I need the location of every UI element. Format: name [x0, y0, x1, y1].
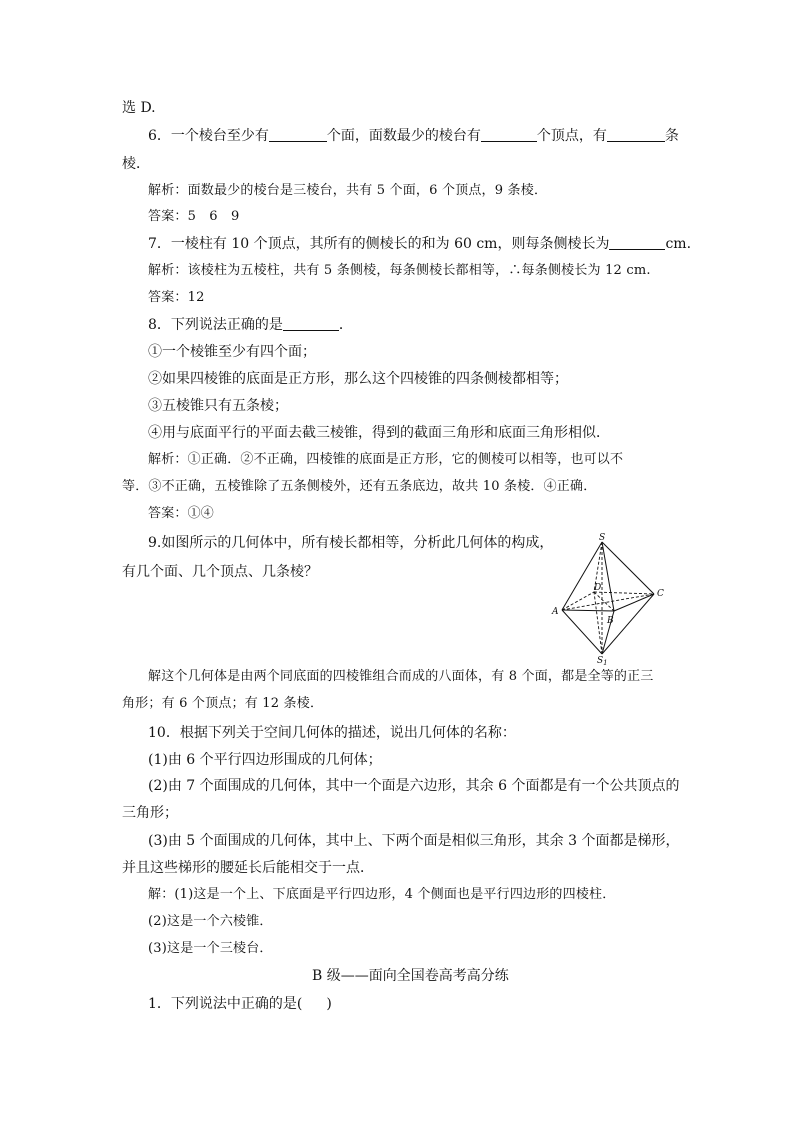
b1-text-2: ) — [326, 996, 332, 1012]
answer-8-analysis-1: 解析：①正确．②不正确，四棱锥的底面是正方形，它的侧棱可以相等，也可以不 — [148, 452, 624, 467]
question-6 — [148, 127, 679, 145]
q8-text-1: 8．下列说法正确的是 — [148, 317, 283, 333]
answer-6-analysis: 解析：面数最少的棱台是三棱台，共有 5 个面，6 个顶点，9 条棱． — [148, 183, 548, 198]
label-c: C — [657, 589, 664, 599]
q7-text-1: 7．一棱柱有 10 个顶点，其所有的侧棱长的和为 60 cm，则每条侧棱长为 — [148, 236, 610, 252]
q6-blank-3 — [607, 127, 665, 142]
answer-7-analysis: 解析：该棱柱为五棱柱，共有 5 条侧棱，每条侧棱长都相等，∴每条侧棱长为 12 cm. — [148, 263, 651, 278]
b1-text-1: 1．下列说法中正确的是( — [148, 996, 303, 1012]
section-b-heading: B 级——面向全国卷高考高分练 — [312, 968, 509, 984]
question-7 — [148, 235, 691, 253]
q6-text-4: 条 — [664, 128, 679, 144]
q8-option-4: ④用与底面平行的平面去截三棱锥，得到的截面三角形和底面三角形相似． — [148, 425, 610, 441]
label-d: D — [594, 583, 602, 593]
q7-blank — [609, 235, 665, 250]
answer-8-result: 答案：①④ — [148, 506, 215, 521]
q6-blank-2 — [481, 127, 537, 142]
answer-9-line-2: 角形；有 6 个顶点；有 12 条棱． — [122, 696, 324, 711]
answer-10-part-3: (3)这是一个三棱台． — [148, 941, 273, 956]
q10-item-3-line-2: 并且这些梯形的腰延长后能相交于一点． — [122, 860, 374, 876]
octahedron-figure — [546, 532, 672, 670]
question-b1 — [148, 995, 332, 1013]
q6-continuation: 棱． — [122, 156, 150, 172]
label-s1 — [597, 656, 608, 667]
q6-text-2: 个面，面数最少的棱台有 — [326, 128, 481, 144]
q8-option-1: ①一个棱锥至少有四个面； — [148, 344, 316, 360]
edge-a-b — [562, 610, 614, 611]
question-8 — [148, 316, 353, 334]
q7-text-2: cm. — [665, 236, 692, 252]
q10-item-1: (1)由 6 个平行四边形围成的几何体； — [148, 752, 382, 768]
q8-option-3: ③五棱锥只有五条棱； — [148, 398, 288, 414]
label-s: S — [599, 533, 606, 543]
q8-text-2: ． — [338, 317, 353, 333]
label-s1-main: S — [597, 656, 604, 666]
q8-blank — [283, 316, 339, 331]
answer-10-part-2: (2)这是一个六棱锥． — [148, 914, 273, 929]
q8-option-2: ②如果四棱锥的底面是正方形，那么这个四棱锥的四条侧棱都相等； — [148, 371, 568, 387]
q10-item-3-line-1: (3)由 5 个面围成的几何体，其中上、下两个面是相似三角形，其余 3 个面都是梯形， — [148, 833, 680, 849]
label-b: B — [607, 616, 614, 626]
edge-s1-a — [562, 610, 602, 654]
line-xuan-d: 选 D. — [122, 100, 156, 116]
question-9-line-1: 9.如图所示的几何体中，所有棱长都相等，分析此几何体的构成， — [148, 535, 554, 551]
label-s1-sub: 1 — [603, 659, 608, 667]
q6-text-1: 6．一个棱台至少有 — [148, 128, 269, 144]
answer-6-result: 答案：5 6 9 — [148, 209, 240, 224]
q10-item-2-line-2: 三角形； — [122, 805, 178, 821]
edge-s-a — [562, 542, 602, 610]
edge-b-c — [614, 594, 654, 611]
hidden-edge-d-c — [594, 592, 654, 594]
answer-10-part-1: 解：(1)这是一个上、下底面是平行四边形，4 个侧面也是平行四边形的四棱柱． — [148, 887, 616, 902]
question-9-line-2: 有几个面、几个顶点、几条棱？ — [122, 564, 318, 580]
hidden-edge-s1-d — [594, 592, 602, 654]
q10-item-2-line-1: (2)由 7 个面围成的几何体，其中一个面是六边形，其余 6 个面都是有一个公共顶点的 — [148, 778, 680, 794]
q6-blank-1 — [269, 127, 327, 142]
q6-text-3: 个顶点，有 — [536, 128, 607, 144]
answer-8-analysis-2: 等．③不正确，五棱锥除了五条侧棱外，还有五条底边，故共 10 条棱．④正确． — [122, 479, 597, 494]
question-10: 10．根据下列关于空间几何体的描述，说出几何体的名称： — [148, 725, 516, 741]
answer-9-line-1: 解这个几何体是由两个同底面的四棱锥组合而成的八面体，有 8 个面，都是全等的正三 — [148, 669, 654, 684]
label-a: A — [552, 607, 559, 617]
answer-7-result: 答案：12 — [148, 290, 205, 305]
